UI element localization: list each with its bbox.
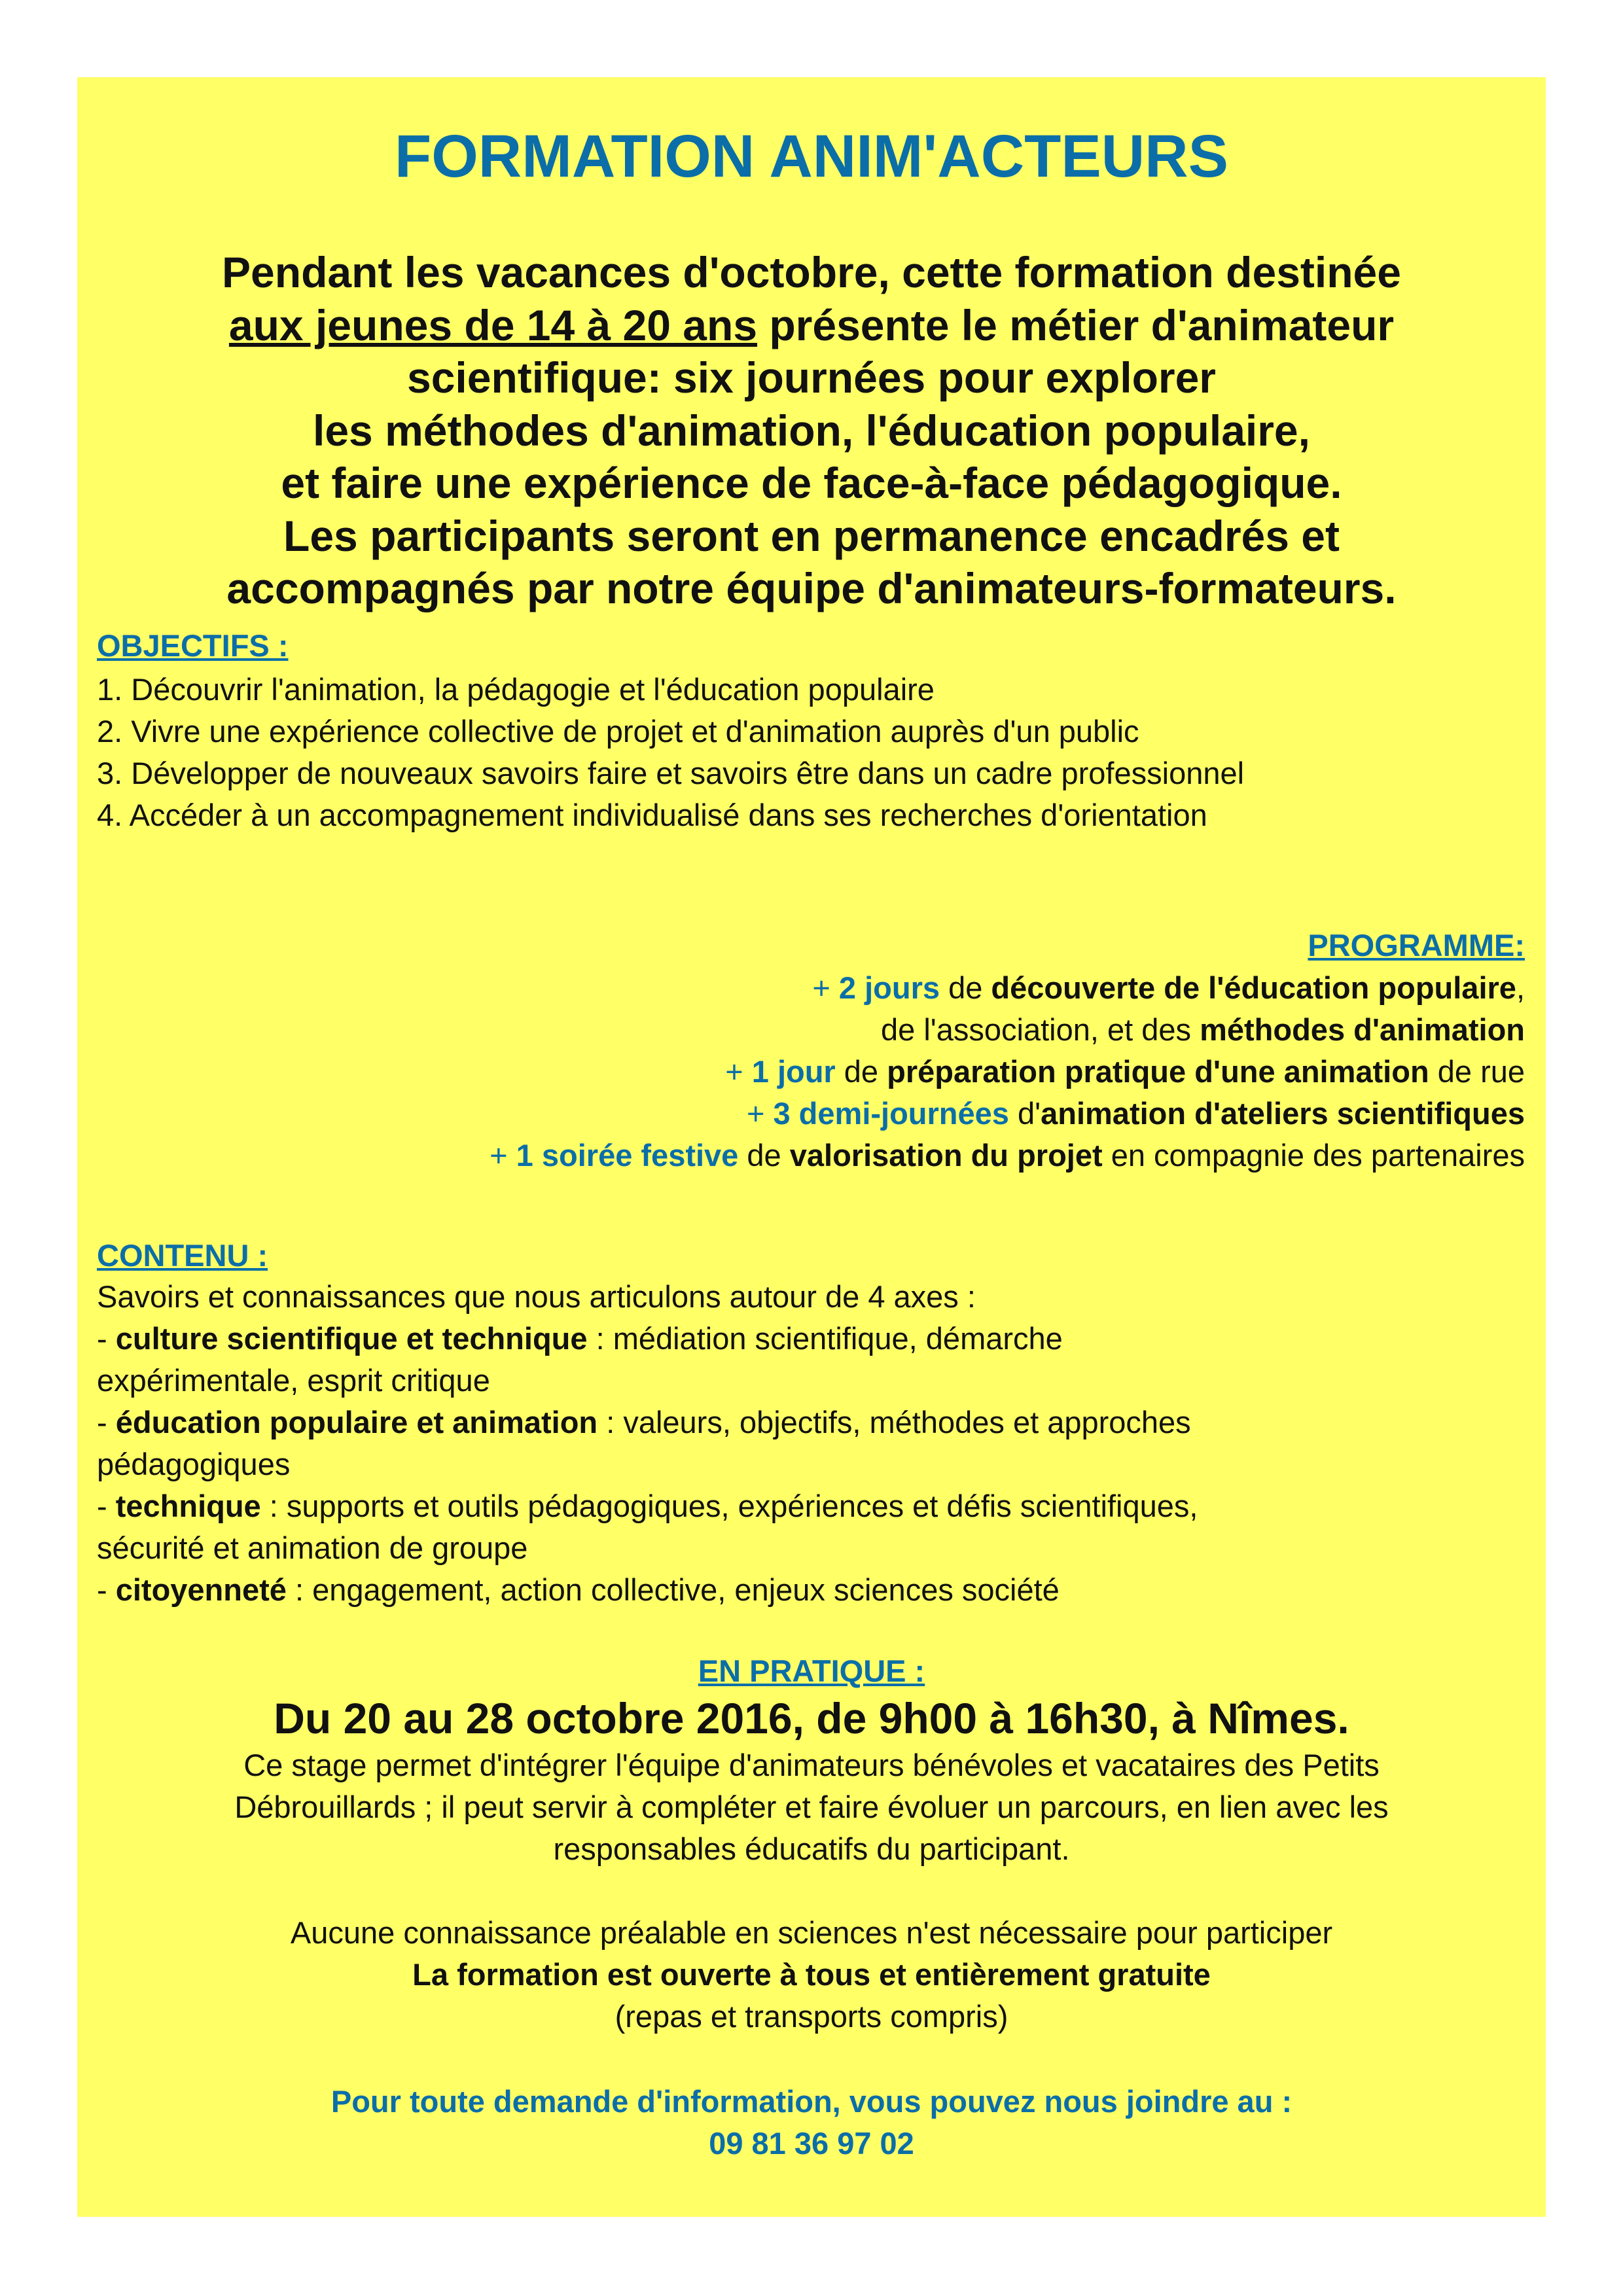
list-item (97, 1402, 1198, 1443)
duration: 2 jours (838, 970, 940, 1005)
stage-line: responsables éducatifs du participant. (553, 1831, 1070, 1866)
age-range-underlined: aux jeunes de 14 à 20 ans (228, 300, 758, 349)
programme-item (490, 1135, 1525, 1176)
plus-sign: + (746, 1096, 774, 1131)
contact-block (77, 2081, 1546, 2164)
topic: préparation pratique d'une animation (887, 1054, 1429, 1089)
axe-desc: : médiation scientifique, démarche (587, 1321, 1063, 1356)
contenu-list (97, 1276, 1198, 1611)
programme-heading-colon: : (1514, 928, 1525, 963)
list-item: 2. Vivre une expérience collective de projet et d'animation auprès d'un public (97, 714, 1139, 749)
stage-line: Débrouillards ; il peut servir à compléter et faire évoluer un parcours, en lien avec les (234, 1790, 1389, 1824)
connector: d' (1008, 1096, 1041, 1131)
topic: valorisation du projet (789, 1138, 1103, 1173)
tail: en compagnie des partenaires (1102, 1138, 1525, 1173)
stage-description (77, 1744, 1546, 1870)
poster (77, 77, 1546, 2217)
list-item: 1. Découvrir l'animation, la pédagogie et l'éducation populaire (97, 672, 935, 707)
axe-name: technique (115, 1489, 261, 1523)
axe-desc: : engagement, action collective, enjeux sciences société (286, 1572, 1060, 1607)
connector: de (940, 970, 991, 1005)
programme-item (490, 1093, 1525, 1135)
tail: de rue (1429, 1054, 1525, 1089)
pratique-heading: EN PRATIQUE : (698, 1653, 925, 1688)
list-item-continuation: pédagogiques (97, 1447, 291, 1481)
axe-desc: : supports et outils pédagogiques, expériences et défis scientifiques, (260, 1489, 1198, 1523)
intro-line: les méthodes d'animation, l'éducation populaire, (313, 406, 1310, 455)
programme-heading-text: PROGRAMME (1308, 928, 1515, 963)
intro-line: Pendant les vacances d'octobre, cette formation destinée (222, 248, 1401, 296)
list-item (97, 1318, 1198, 1360)
intro-paragraph (77, 246, 1546, 615)
objectifs-list (97, 669, 1244, 836)
dash: - (97, 1321, 116, 1356)
axe-name: citoyenneté (115, 1572, 287, 1607)
stage-line: Ce stage permet d'intégrer l'équipe d'animateurs bénévoles et vacataires des Petits (243, 1748, 1380, 1782)
connector: de (738, 1138, 790, 1173)
intro-line: scientifique: six journées pour explorer (407, 353, 1216, 402)
dash: - (97, 1405, 116, 1439)
dash: - (97, 1572, 116, 1607)
page-title: FORMATION ANIM'ACTEURS (395, 123, 1228, 190)
list-item: 3. Développer de nouveaux savoirs faire et savoirs être dans un cadre professionnel (97, 756, 1245, 790)
axe-desc: : valeurs, objectifs, méthodes et approches (597, 1405, 1191, 1439)
contact-line: Pour toute demande d'information, vous pouvez nous joindre au : (330, 2084, 1293, 2119)
free-note: La formation est ouverte à tous et entièrement gratuite (412, 1957, 1211, 1992)
connector: de (835, 1054, 887, 1089)
duration: 1 soirée festive (516, 1138, 739, 1173)
duration: 3 demi-journées (773, 1096, 1009, 1131)
included-note: (repas et transports compris) (615, 1999, 1008, 2034)
phone-number[interactable]: 09 81 36 97 02 (709, 2126, 914, 2161)
tail: , (1516, 970, 1525, 1005)
contenu-intro: Savoirs et connaissances que nous articulons autour de 4 axes : (97, 1279, 976, 1314)
programme-list (490, 967, 1525, 1176)
programme-heading (1308, 925, 1525, 966)
event-dates: Du 20 au 28 octobre 2016, de 9h00 à 16h30, à Nîmes. (274, 1694, 1349, 1742)
list-item (97, 1485, 1198, 1527)
plus-sign: + (490, 1138, 516, 1173)
axe-name: éducation populaire et animation (115, 1405, 598, 1439)
intro-line: et faire une expérience de face-à-face pédagogique. (281, 459, 1342, 507)
objectifs-heading: OBJECTIFS : (97, 628, 289, 663)
intro-line: accompagnés par notre équipe d'animateurs-formateurs. (226, 564, 1397, 612)
connector: de l'association, et des (880, 1012, 1200, 1047)
duration: 1 jour (751, 1054, 836, 1089)
contenu-heading: CONTENU : (97, 1238, 268, 1273)
plus-sign: + (812, 970, 839, 1005)
topic: animation d'ateliers scientifiques (1041, 1096, 1525, 1131)
intro-line-rest: présente le métier d'animateur (757, 300, 1395, 349)
conditions (77, 1912, 1546, 2038)
programme-item (490, 967, 1525, 1009)
list-item (97, 1569, 1198, 1611)
topic: méthodes d'animation (1200, 1012, 1525, 1047)
topic: découverte de l'éducation populaire (991, 970, 1516, 1005)
programme-item (490, 1051, 1525, 1093)
intro-line: Les participants seront en permanence encadrés et (283, 511, 1340, 560)
intro-line (77, 299, 1546, 352)
axe-name: culture scientifique et technique (115, 1321, 588, 1356)
list-item: 4. Accéder à un accompagnement individualisé dans ses recherches d'orientation (97, 798, 1207, 832)
list-item-continuation: sécurité et animation de groupe (97, 1530, 528, 1565)
list-item-continuation: expérimentale, esprit critique (97, 1363, 490, 1398)
dash: - (97, 1489, 116, 1523)
programme-item (490, 1009, 1525, 1051)
prerequisites-note: Aucune connaissance préalable en sciences n'est nécessaire pour participer (290, 1915, 1333, 1950)
plus-sign: + (725, 1054, 752, 1089)
